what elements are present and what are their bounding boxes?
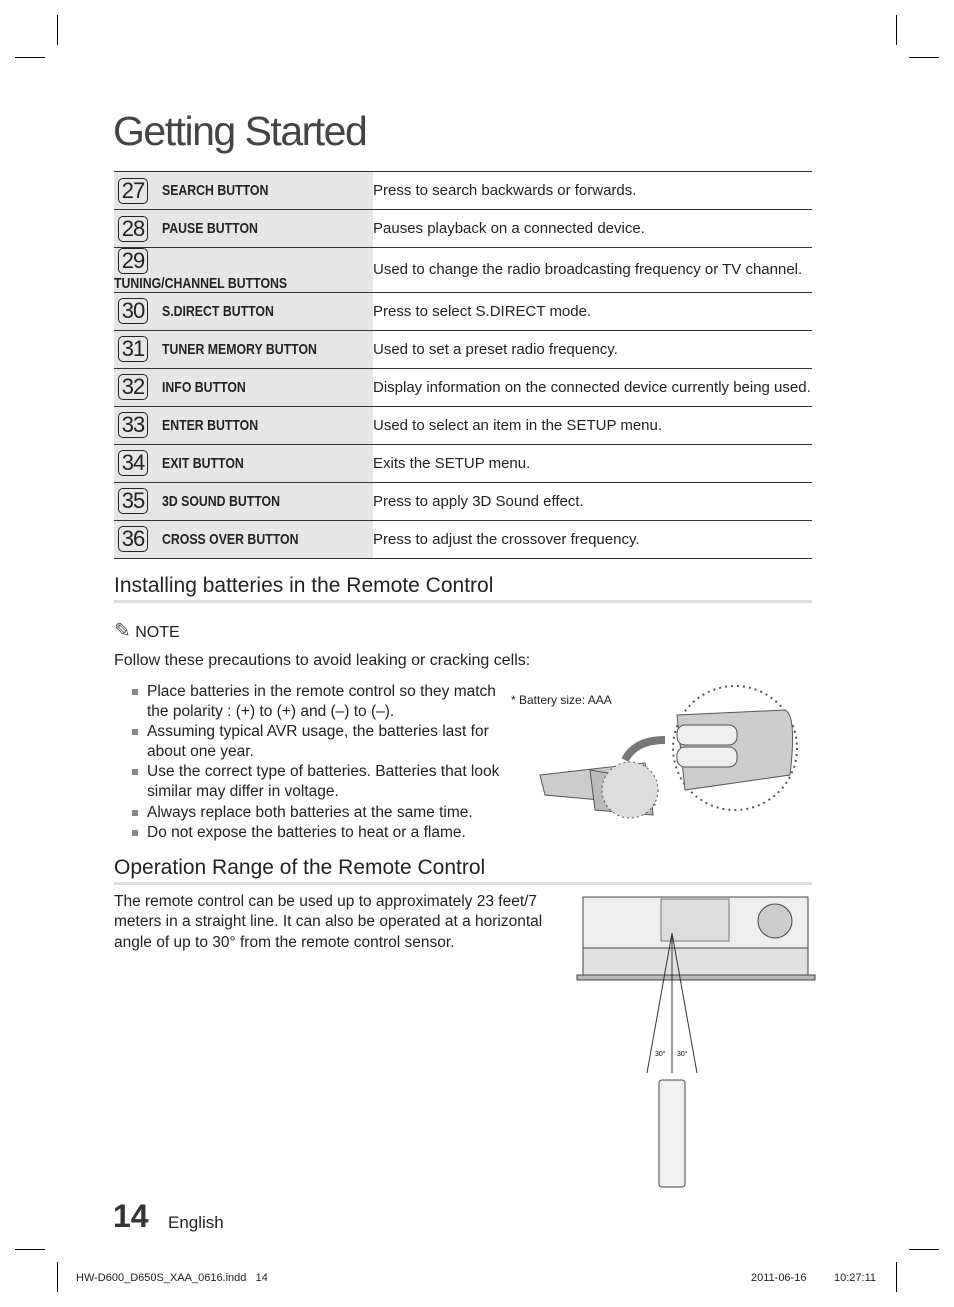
print-time: 10:27:11: [834, 1272, 877, 1284]
item-number: 34: [118, 450, 148, 476]
button-description: Exits the SETUP menu.: [373, 454, 531, 472]
button-name-cell: [114, 330, 373, 368]
crop-mark: [909, 1249, 939, 1250]
remote-control-image: [659, 1080, 685, 1187]
button-name: S.DIRECT BUTTON: [162, 302, 274, 320]
item-number: 32: [118, 374, 148, 400]
button-name: INFO BUTTON: [162, 378, 246, 396]
list-item: Always replace both batteries at the same time.: [130, 803, 500, 823]
table-row: [114, 520, 812, 558]
button-name: EXIT BUTTON: [162, 454, 244, 472]
table-row: [114, 248, 812, 293]
button-description: Display information on the connected device currently being used.: [373, 378, 811, 396]
description-cell: [373, 368, 812, 406]
button-name: SEARCH BUTTON: [162, 182, 269, 199]
table-row: [114, 368, 812, 406]
page-number: 14: [113, 1198, 149, 1234]
item-number: 31: [118, 336, 148, 362]
button-name-cell: [114, 210, 373, 248]
button-name: PAUSE BUTTON: [162, 220, 258, 237]
language: English: [168, 1213, 224, 1232]
page-title: Getting Started: [113, 108, 367, 154]
button-description: Used to change the radio broadcasting frequency or TV channel.: [373, 261, 803, 279]
batteries-heading: Installing batteries in the Remote Control: [114, 574, 812, 603]
item-number: 35: [118, 488, 148, 514]
item-number: 29: [118, 248, 148, 274]
button-name: CROSS OVER BUTTON: [162, 530, 299, 548]
button-name-cell: [114, 248, 373, 293]
range-diagram: [575, 893, 820, 1193]
button-name-cell: [114, 368, 373, 406]
table-row: [114, 210, 812, 248]
range-heading: Operation Range of the Remote Control: [114, 856, 812, 885]
table-row: [114, 406, 812, 444]
list-item: Use the correct type of batteries. Batteries that look similar may differ in voltage.: [130, 762, 500, 802]
crop-mark: [896, 15, 897, 45]
description-cell: [373, 482, 812, 520]
crop-mark: [57, 15, 58, 45]
note-pencil-icon: ✎: [114, 620, 131, 642]
crop-mark: [896, 1262, 897, 1292]
item-number: 28: [118, 216, 148, 242]
button-description: Press to search backwards or forwards.: [373, 182, 637, 199]
print-date: 2011-06-16: [751, 1272, 807, 1284]
button-name-cell: [114, 482, 373, 520]
note: [114, 621, 180, 643]
description-cell: [373, 330, 812, 368]
button-description: Used to set a preset radio frequency.: [373, 340, 618, 358]
button-name-cell: [114, 172, 373, 210]
button-description: Press to select S.DIRECT mode.: [373, 302, 592, 320]
crop-mark: [15, 1249, 45, 1250]
button-name-cell: [114, 406, 373, 444]
table-row: [114, 292, 812, 330]
table-row: [114, 172, 812, 210]
note-label: NOTE: [135, 624, 180, 641]
item-number: 36: [118, 526, 148, 552]
table-row: [114, 330, 812, 368]
button-name: TUNING/CHANNEL BUTTONS: [114, 274, 288, 292]
angle-left-label: 30°: [655, 1051, 666, 1058]
item-number: 33: [118, 412, 148, 438]
crop-mark: [57, 1262, 58, 1292]
button-table: [114, 171, 812, 559]
button-name: ENTER BUTTON: [162, 416, 259, 434]
description-cell: [373, 520, 812, 558]
note-intro: Follow these precautions to avoid leaking or cracking cells:: [114, 652, 531, 669]
description-cell: [373, 292, 812, 330]
description-cell: [373, 172, 812, 210]
button-name-cell: [114, 444, 373, 482]
description-cell: [373, 210, 812, 248]
button-description: Press to adjust the crossover frequency.: [373, 530, 640, 548]
list-item: Place batteries in the remote control so they match the polarity : (+) to (+) and (–) to (–).: [130, 682, 500, 722]
angle-right-label: 30°: [677, 1051, 688, 1058]
list-item: Assuming typical AVR usage, the batteries last for about one year.: [130, 722, 500, 762]
description-cell: [373, 406, 812, 444]
battery-illustration: [535, 685, 805, 825]
button-name-cell: [114, 292, 373, 330]
table-row: [114, 482, 812, 520]
description-cell: [373, 248, 812, 293]
item-number: 30: [118, 298, 148, 324]
range-text: The remote control can be used up to approximately 23 feet/7 meters in a straight line. It can also be operated at a horizontal angle of up to 30° from the remote control sensor.: [114, 893, 543, 951]
button-description: Press to apply 3D Sound effect.: [373, 492, 584, 510]
button-name: TUNER MEMORY BUTTON: [162, 340, 317, 358]
list-item: Do not expose the batteries to heat or a flame.: [130, 823, 500, 843]
description-cell: [373, 444, 812, 482]
button-name-cell: [114, 520, 373, 558]
precautions-list: [130, 682, 500, 843]
crop-mark: [15, 57, 45, 58]
battery-size: * Battery size: AAA: [511, 693, 612, 707]
button-description: Pauses playback on a connected device.: [373, 220, 645, 237]
button-name: 3D SOUND BUTTON: [162, 492, 281, 510]
button-description: Used to select an item in the SETUP menu.: [373, 416, 663, 434]
table-row: [114, 444, 812, 482]
file-name: HW-D600_D650S_XAA_0616.indd 14: [76, 1272, 268, 1284]
item-number: 27: [118, 178, 148, 204]
crop-mark: [909, 57, 939, 58]
